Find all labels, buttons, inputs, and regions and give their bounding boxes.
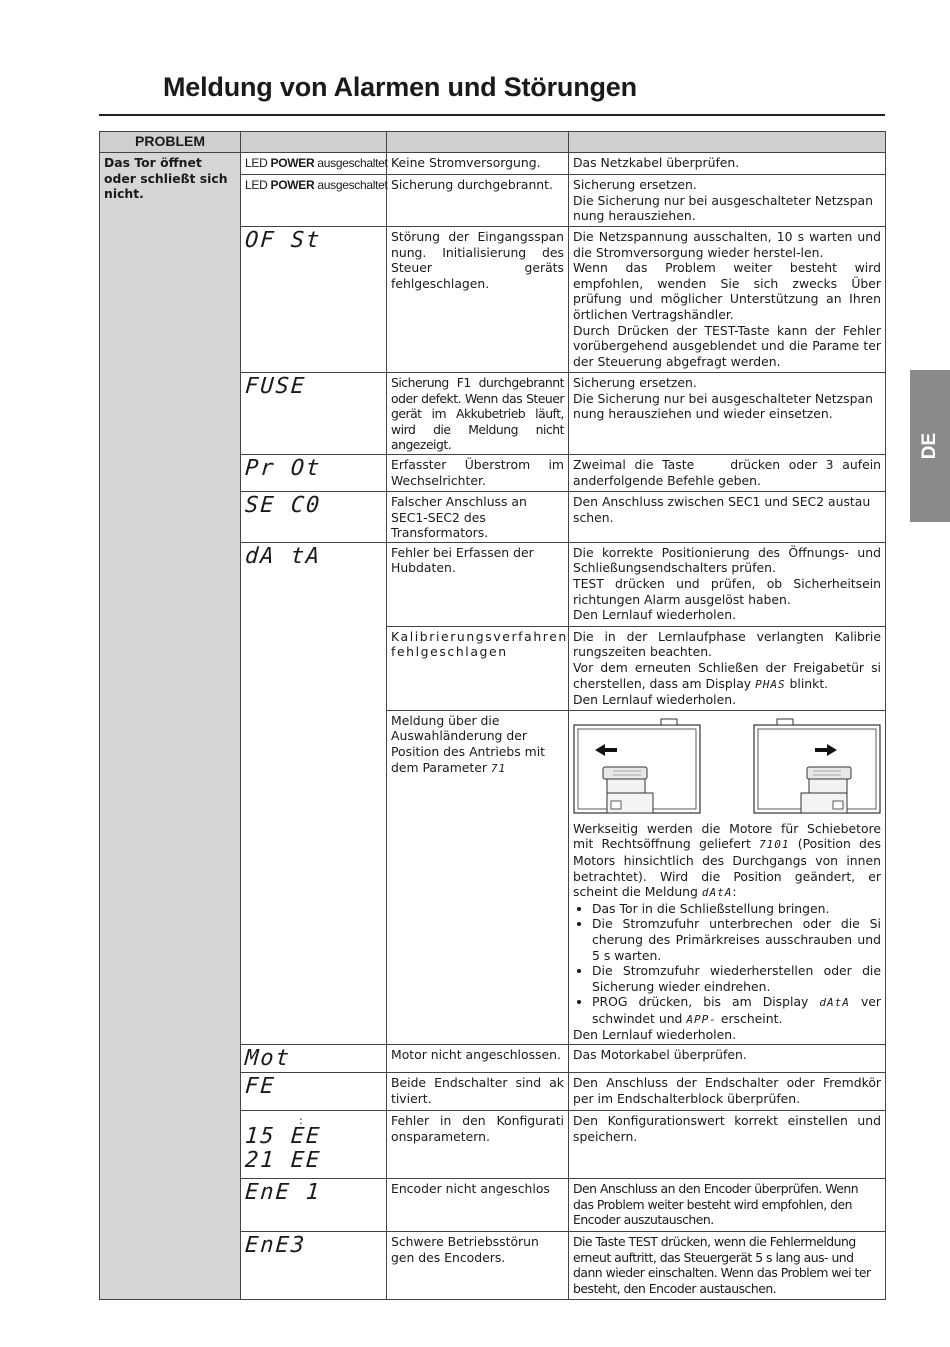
display-code: Pr Ot [244, 455, 323, 481]
list-item: • Die Stromzufuhr wiederherstellen oder die Sicherung wieder eindrehen. [592, 963, 881, 994]
cause-cell: Falscher Anschluss an SEC1-SEC2 des Transformators. [387, 491, 569, 542]
display-code: 21 EE [244, 1148, 323, 1174]
cause-cell: Motor nicht angeschlossen. [387, 1045, 569, 1073]
language-tab [910, 370, 950, 522]
steps-list [573, 901, 881, 1028]
display-code: dA tA [244, 543, 323, 569]
remedy-cell: Die in der Lernlaufphase verlangten Kalibrie rungszeiten beachten. Vor dem erneuten Schließen der Freigabetür si cherstellen, dass am Display PHAS blinkt. Den Lernlauf wiederholen. [569, 626, 886, 710]
motor-diagram [573, 713, 881, 821]
remedy-cell: Den Anschluss der Endschalter oder Fremdkör per im Endschalterblock überprüfen. [569, 1073, 886, 1111]
display-code: Mot [244, 1046, 292, 1072]
cause-cell: Encoder nicht angeschlos [387, 1179, 569, 1232]
cause-cell: Keine Stromversorgung. [387, 153, 569, 175]
motor-left-diagram [573, 717, 701, 815]
display-code: FUSE [244, 374, 307, 399]
remedy-cell: Sicherung ersetzen. Die Sicherung nur bei ausgeschalteter Netzspan nung herausziehen und wieder einsetzen. [569, 373, 886, 455]
problem-cell: Das Tor öffnet oder schließt sich nicht. [100, 153, 241, 1300]
display-cell [241, 1179, 387, 1232]
remedy-cell: Das Motorkabel überprüfen. [569, 1045, 886, 1073]
remedy-cell: Werkseitig werden die Motore für Schiebetore mit Rechtsöffnung geliefert 7101 (Position des Motors hinsichtlich des Durchgangs von innen betrachtet). Wird die Position geändert, er scheint die Meldung dAtA: • Das Tor in die Schließstellung bringen. • Die Stromzufuhr unterbrechen oder die Si cherung des Primärkreises ausschrauben und 5 s warten. • Die Stromzufuhr wiederherstellen oder die Sicherung wieder eindrehen. • PROG drücken, bis am Display dAtA ver schwindet und APP- erscheint. Den Lernlauf wiederholen. [569, 710, 886, 1044]
cause-cell: Sicherung durchgebrannt. [387, 175, 569, 227]
header-problem: PROBLEM [100, 132, 241, 153]
cause-cell: Fehler bei Erfassen der Hubdaten. [387, 542, 569, 626]
remedy-cell: Den Anschluss an den Encoder überprüfen. Wenn das Problem weiter besteht wird empfohlen, den Encoder auszutauschen. [569, 1179, 886, 1232]
cause-cell: Störung der Eingangsspan nung. Initialisierung des Steuer geräts fehlgeschlagen. [387, 227, 569, 373]
list-item: • Die Stromzufuhr unterbrechen oder die Si cherung des Primärkreises ausschrauben und 5 s warten. [592, 916, 881, 963]
cause-cell: Schwere Betriebsstörun gen des Encoders. [387, 1232, 569, 1300]
remedy-cell: Zweimal die Taste drücken oder 3 aufein anderfolgende Befehle geben. [569, 454, 886, 491]
display-cell [241, 373, 387, 455]
cause-cell: Sicherung F1 durchgebrannt oder defekt. Wenn das Steuer gerät im Akkubetrieb läuft, wird die Meldung nicht angezeigt. [387, 373, 569, 455]
display-cell [241, 542, 387, 1044]
display-cell [241, 454, 387, 491]
display-code: EnE 1 [244, 1180, 323, 1206]
title-rule [99, 114, 885, 116]
remedy-cell: Die korrekte Positionierung des Öffnungs- und Schließungsendschalters prüfen. TEST drücken und prüfen, ob Sicherheitsein richtungen Alarm ausgelöst haben. Den Lernlauf wiederholen. [569, 542, 886, 626]
table-row [100, 153, 886, 175]
cause-cell: Meldung über die Auswahländerung der Position des Antriebs mit dem Parameter 71 [387, 710, 569, 1044]
display-cell [241, 1111, 387, 1179]
alarm-table [99, 131, 886, 1300]
display-cell [241, 491, 387, 542]
display-code: OF St [244, 228, 323, 253]
cause-cell: Beide Endschalter sind ak tiviert. [387, 1073, 569, 1111]
list-item: • Das Tor in die Schließstellung bringen. [592, 901, 881, 917]
motor-right-diagram [753, 717, 881, 815]
remedy-cell: Den Anschluss zwischen SEC1 und SEC2 austau schen. [569, 491, 886, 542]
display-code: FE [244, 1074, 277, 1100]
display-colon: : [299, 1114, 303, 1128]
display-code: 15 EE [244, 1124, 323, 1150]
header-remedy [569, 132, 886, 153]
display-cell: LED POWER ausgeschaltet [241, 175, 387, 227]
cause-cell: Fehler in den Konfigurati onsparametern. [387, 1111, 569, 1179]
display-cell [241, 227, 387, 373]
display-code: SE C0 [244, 492, 323, 518]
cause-cell: Kalibrierungsverfahren fehlgeschlagen [387, 626, 569, 710]
display-code: EnE3 [244, 1233, 307, 1259]
page-title: Meldung von Alarmen und Störungen [163, 72, 637, 102]
remedy-cell: Die Taste TEST drücken, wenn die Fehlermeldung erneut auftritt, das Steuergerät 5 s lang aus- und dann wieder einschalten. Wenn das Problem wei ter besteht, den Encoder austauschen. [569, 1232, 886, 1300]
display-cell: LED POWER ausgeschaltet [241, 153, 387, 175]
remedy-cell: Die Netzspannung ausschalten, 10 s warten und die Stromversorgung wieder herstel-len. Wenn das Problem weiter besteht wird empfohlen, wenden Sie sich zwecks Über prüfung und möglicher Unterstützung an Ihren örtlichen Vertragshändler. Durch Drücken der TEST-Taste kann der Fehler vorübergehend ausgeblendet und die Parame ter der Steuerung abgefragt werden. [569, 227, 886, 373]
display-cell [241, 1232, 387, 1300]
language-tab-label: DE [919, 432, 940, 460]
display-cell [241, 1045, 387, 1073]
display-cell [241, 1073, 387, 1111]
remedy-cell: Sicherung ersetzen. Die Sicherung nur bei ausgeschalteter Netzspan nung herausziehen. [569, 175, 886, 227]
table-header-row [100, 132, 886, 153]
header-display [241, 132, 387, 153]
list-item: • PROG drücken, bis am Display dAtA ver schwindet und APP- erscheint. [592, 994, 881, 1027]
header-cause [387, 132, 569, 153]
remedy-cell: Das Netzkabel überprüfen. [569, 153, 886, 175]
remedy-cell: Den Konfigurationswert korrekt einstellen und speichern. [569, 1111, 886, 1179]
cause-cell: Erfasster Überstrom im Wechselrichter. [387, 454, 569, 491]
